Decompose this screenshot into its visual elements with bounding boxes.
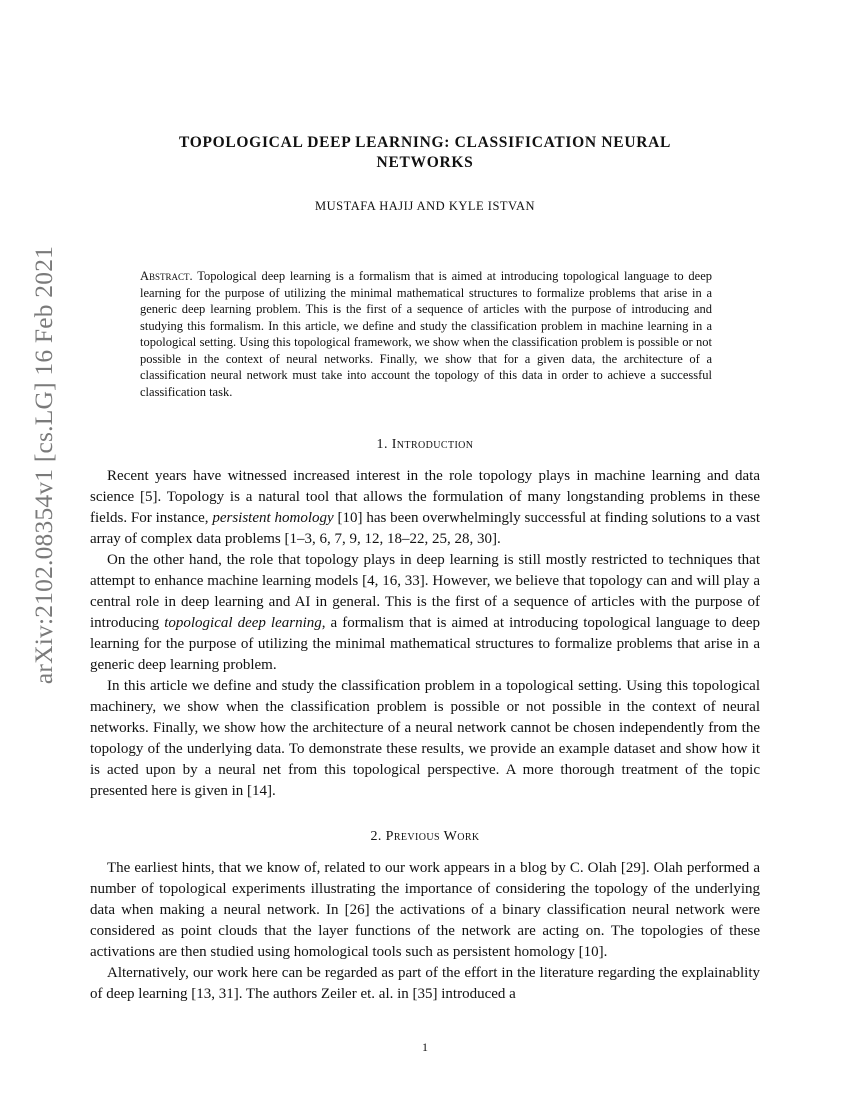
intro-p1-text-a: Recent years have witnessed increased interest in the role topology plays in machine learning and data science [5]. Topology is a natural tool that allows the formulation of many longstanding problems in these fields. For instance,: [90, 468, 760, 526]
paper-authors: MUSTAFA HAJIJ AND KYLE ISTVAN: [315, 199, 535, 213]
introduction-body: [90, 466, 760, 802]
title-line-2: NETWORKS: [376, 154, 474, 171]
previous-work-paragraph-1: The earliest hints, that we know of, related to our work appears in a blog by C. Olah [29]. Olah performed a number of topological experiments illustrating the importance of considering the topology of the underlying data when making a neural network. In [26] the activations of a binary classification neural network were considered as point clouds that the layer functions of the network are acting on. The topologies of these activations are then studied using homological tools such as persistent homology [10].: [90, 860, 760, 960]
intro-p1-text-b: [10] has been overwhelmingly successful at finding solutions to a vast array of complex data problems [1–3, 6, 7, 9, 12, 18–22, 25, 28, 30].: [90, 510, 760, 547]
introduction-paragraph-2: [90, 550, 760, 676]
introduction-paragraph-3: In this article we define and study the classification problem in a topological setting. Using this topological machinery, we show when the classification problem is possible or not possible in the context of neural networks. Finally, we show how the architecture of a neural network cannot be chosen independently from the topology of the underlying data. To demonstrate these results, we provide an example dataset and show how it is acted upon by a neural net from this topological perspective. A more thorough treatment of the topic presented here is given in [14].: [90, 678, 760, 799]
page-number: 1: [422, 1040, 428, 1054]
abstract-heading: Abstract.: [140, 269, 193, 283]
intro-p2-emphasis: topological deep learning: [164, 615, 322, 631]
paper-title: [120, 133, 730, 173]
intro-p1-emphasis: persistent homology: [212, 510, 334, 526]
title-line-1: TOPOLOGICAL DEEP LEARNING: CLASSIFICATION NEURAL: [178, 134, 672, 151]
section-heading-previous-work: 2. Previous Work: [370, 829, 480, 844]
previous-work-paragraph-2: Alternatively, our work here can be regarded as part of the effort in the literature regarding the explainablity of deep learning [13, 31]. The authors Zeiler et. al. in [35] introduced a: [90, 965, 760, 1002]
arxiv-identifier-stamp: arXiv:2102.08354v1 [cs.LG] 16 Feb 2021: [29, 245, 58, 685]
abstract-text: Topological deep learning is a formalism that is aimed at introducing topological language to deep learning for the purpose of utilizing the minimal mathematical structures to formalize problems that arise in a generic deep learning problem. This is the first of a sequence of articles with the purpose of introducing and studying this formalism. In this article, we define and study the classification problem in machine learning in a topological setting. Using this topological framework, we show when the classification problem is possible or not possible in the context of neural networks. Finally, we show that for a given data, the architecture of a classification neural network must take into account the topology of this data in order to achieve a successful classification task.: [140, 269, 712, 399]
intro-p2-text-a: On the other hand, the role that topology plays in deep learning is still mostly restricted to techniques that attempt to enhance machine learning models [4, 16, 33]. However, we believe that topology can and will play a central role in deep learning and AI in general. This is the first of a sequence of articles with the purpose of introducing: [90, 552, 760, 631]
intro-p2-text-b: , a formalism that is aimed at introducing topological language to deep learning for the purpose of utilizing the minimal mathematical structures to formalize problems that arise in a generic deep learning problem.: [90, 615, 760, 673]
previous-work-body: [90, 858, 760, 1005]
introduction-paragraph-1: [90, 466, 760, 550]
section-heading-introduction: 1. Introduction: [376, 437, 474, 452]
abstract: [140, 268, 712, 400]
